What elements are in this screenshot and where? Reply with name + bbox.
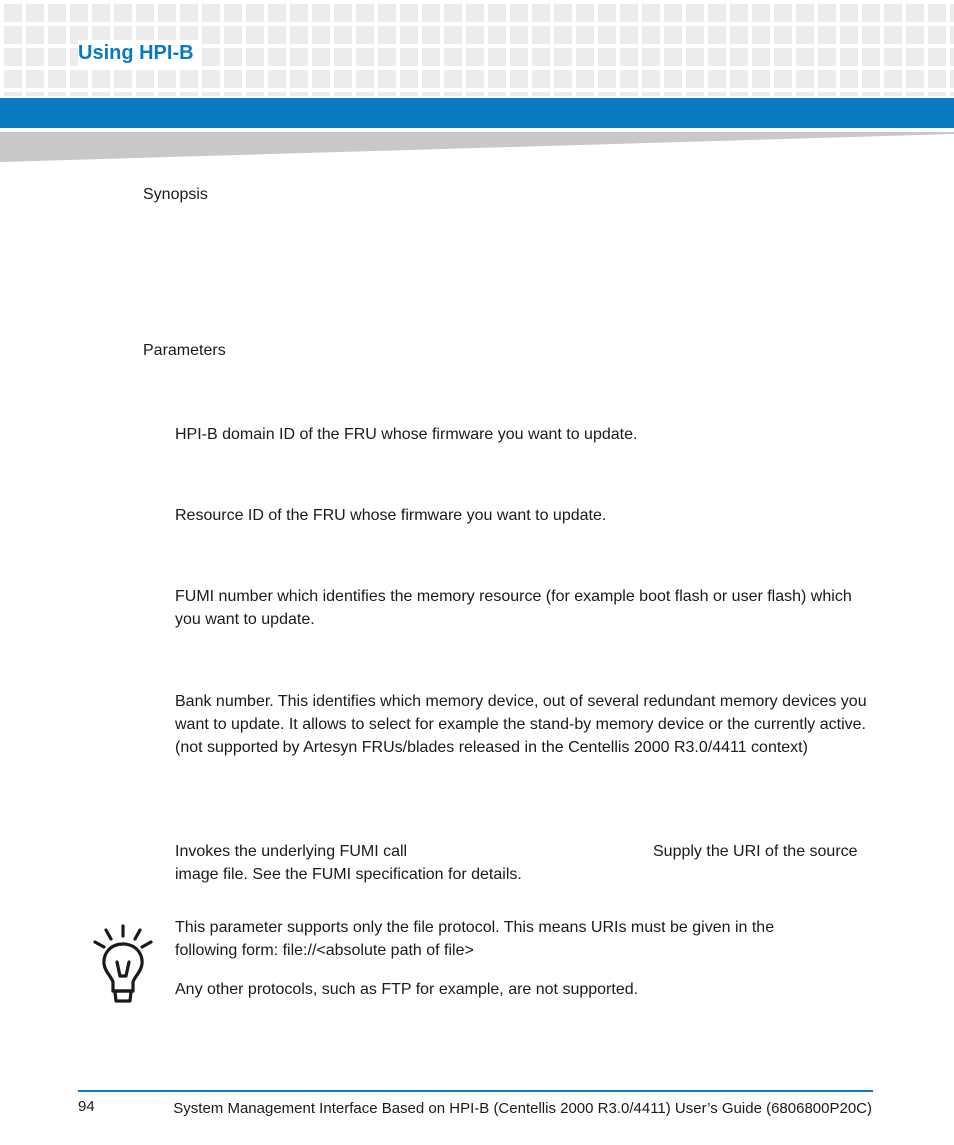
source-uri-desc-part2: Supply the URI of the source [653,843,858,860]
source-uri-desc-part1: Invokes the underlying FUMI call [175,843,408,860]
parameters-label: Parameters [143,342,226,359]
param-resource-id-desc: Resource ID of the FRU whose firmware you want to update. [175,507,607,524]
note-text-line2: Any other protocols, such as FTP for example, are not supported. [175,981,639,998]
lightbulb-icon [92,924,154,1004]
footer-rule [78,1090,873,1092]
param-source-uri-desc [175,840,875,886]
note-text-line1: This parameter supports only the file protocol. This means URIs must be given in the following form: file://<absolute path of file> [175,919,775,959]
page-number: 94 [78,1098,95,1115]
header-grey-wedge [0,132,954,164]
param-domain-id-desc: HPI-B domain ID of the FRU whose firmware you want to update. [175,426,638,443]
section-title: Using HPI-B [78,40,200,67]
param-bank-num-desc: Bank number. This identifies which memory device, out of several redundant memory devices you want to update. It allows to select for example the stand-by memory device or the currently active. (not supported by Artesyn FRUs/blades released in the Centellis 2000 R3.0/4411 context) [175,693,867,756]
synopsis-label: Synopsis [143,186,208,203]
source-uri-desc-part3: image file. See the FUMI specification for details. [175,866,522,883]
param-fumi-num-desc: FUMI number which identifies the memory resource (for example boot flash or user flash) which you want to update. [175,588,852,628]
footer-doc-title: System Management Interface Based on HPI-B (Centellis 2000 R3.0/4411) User’s Guide (6806800P20C) [173,1100,872,1117]
header-blue-band [0,98,954,128]
